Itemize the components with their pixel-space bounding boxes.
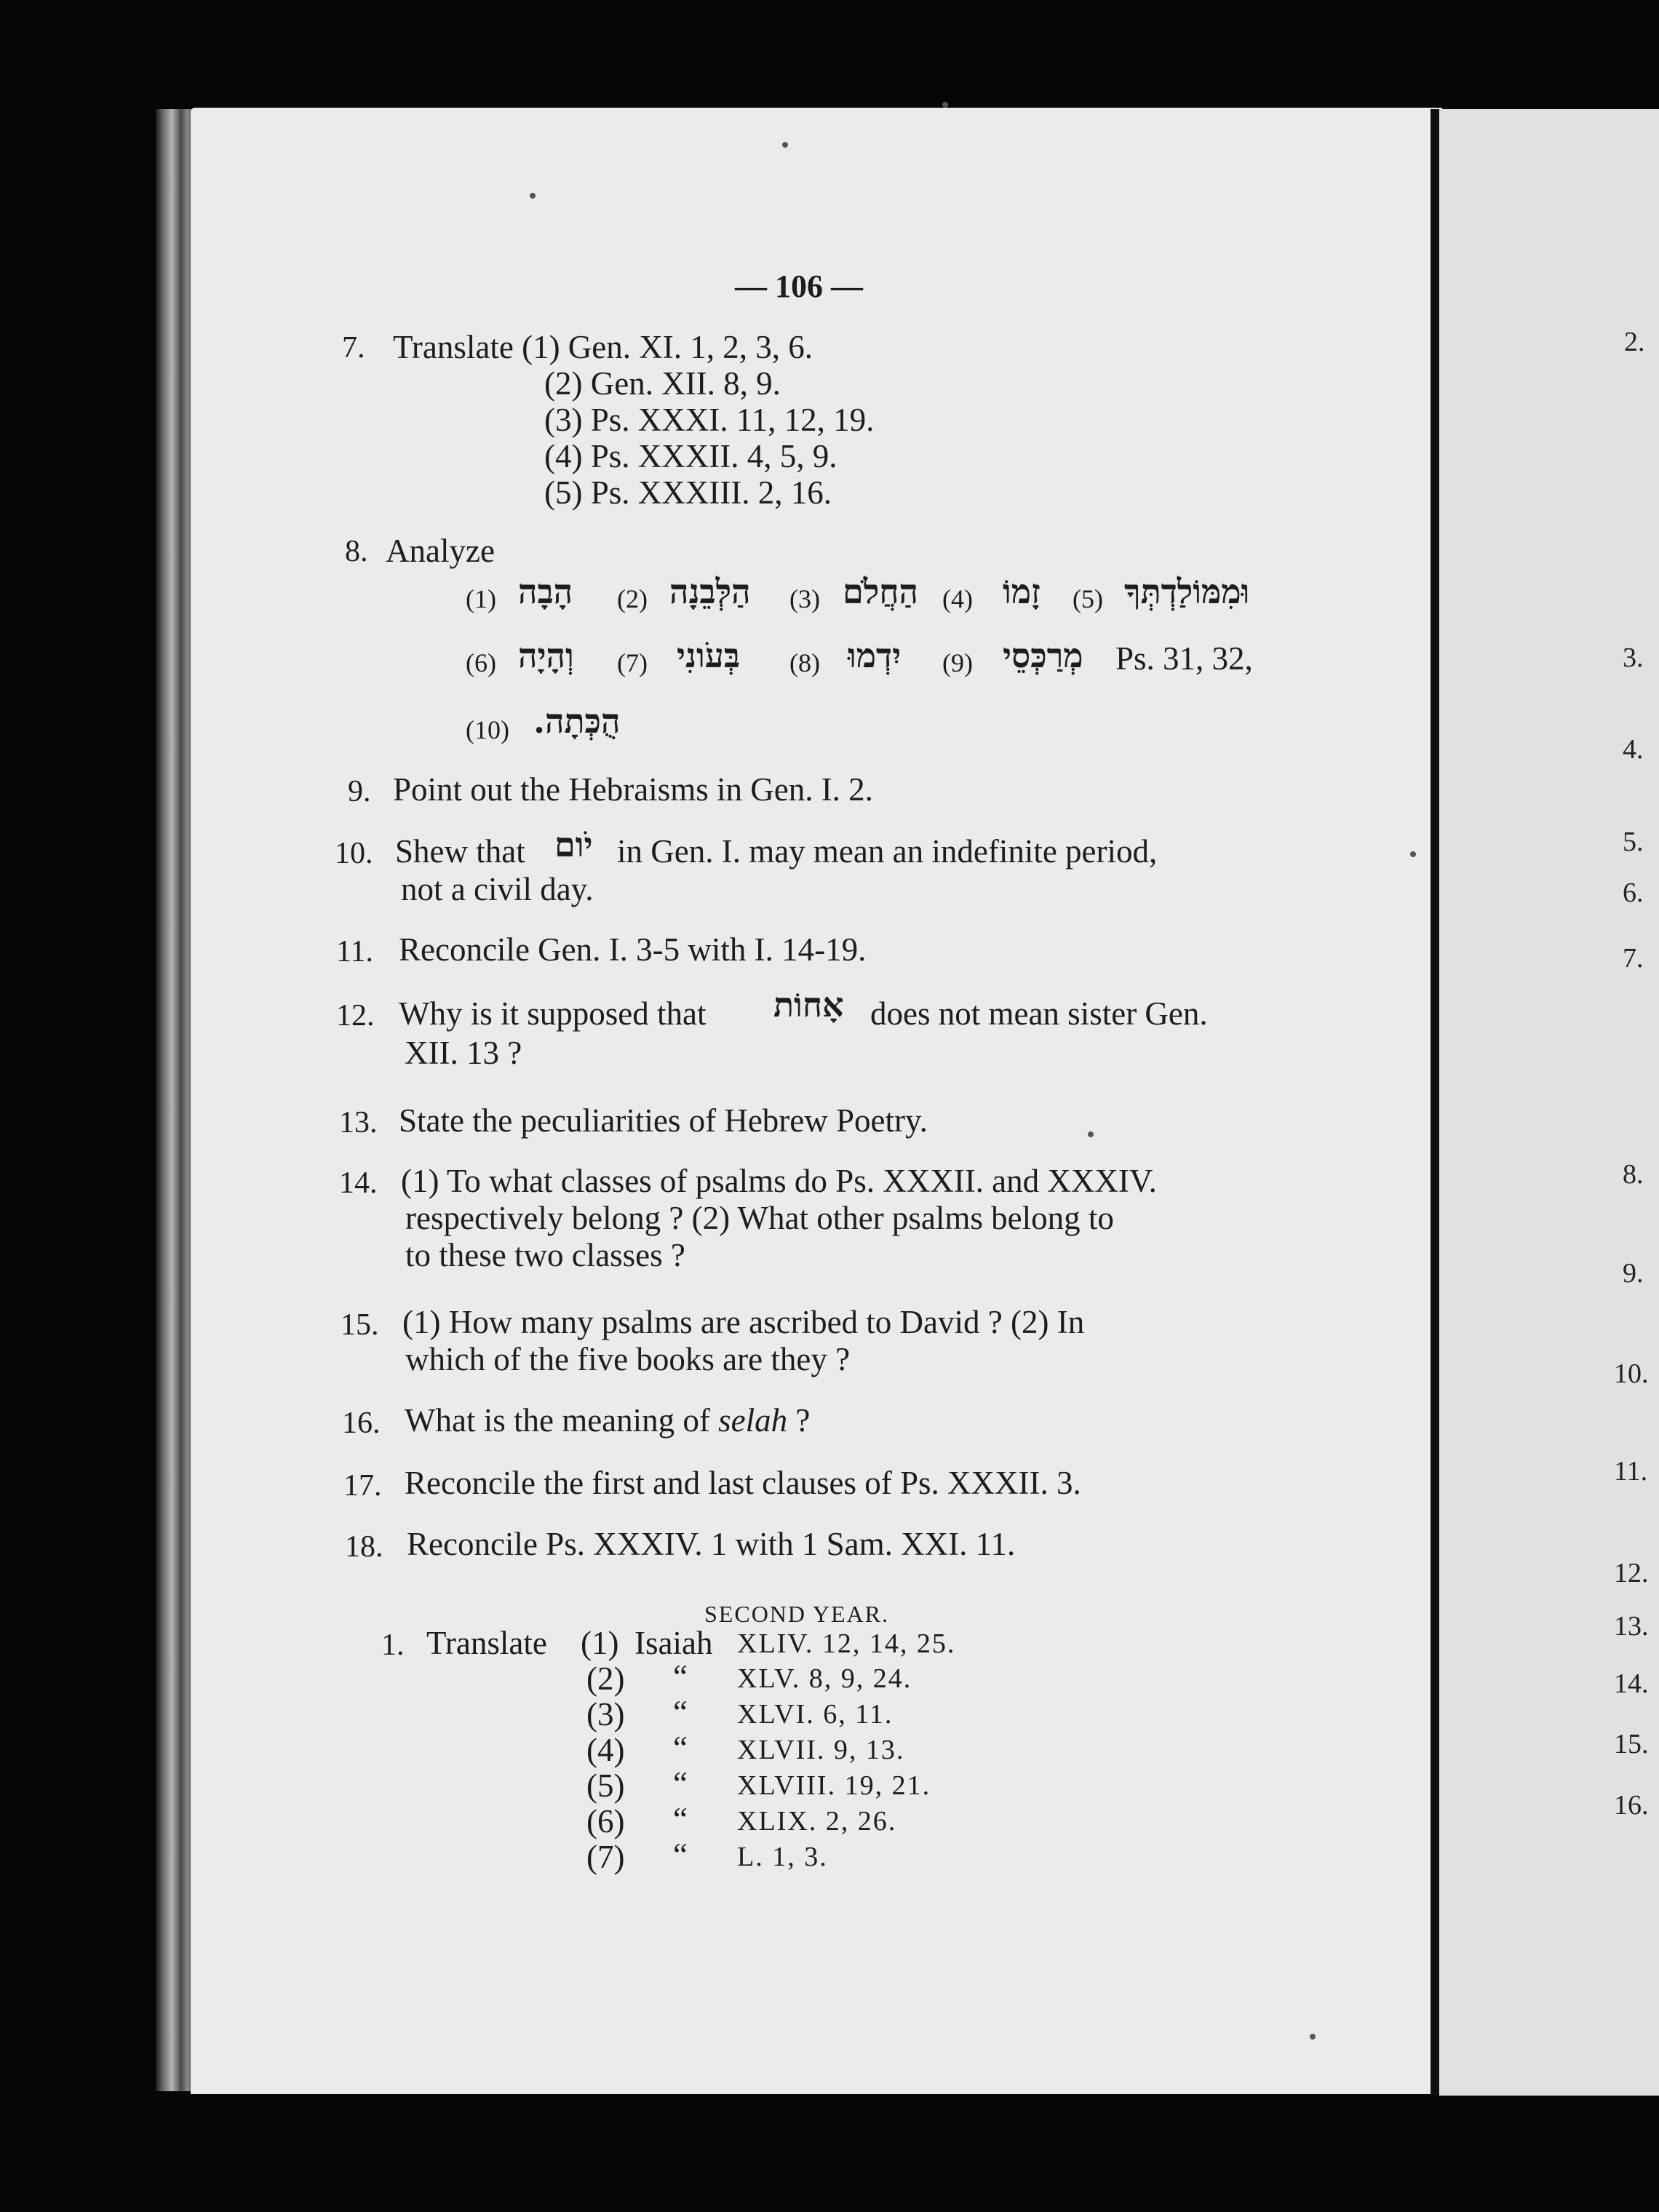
hebrew-word: אָחוֹת: [773, 985, 844, 1025]
chapter-reference: XLIX. 2, 26.: [737, 1806, 897, 1837]
facing-page-number: 11.: [1614, 1456, 1648, 1487]
item-marker: (3): [586, 1696, 625, 1732]
item-marker: (4): [586, 1732, 625, 1768]
hebrew-word: בְּעֹונִי: [677, 636, 740, 675]
ink-speck: [1410, 851, 1416, 857]
question-number: 8.: [345, 535, 368, 568]
question-text: not a civil day.: [401, 871, 594, 907]
hebrew-word: הָבָה: [518, 572, 573, 611]
hebrew-word: הַלְּבֵנָה: [669, 572, 751, 611]
question-text-part: What is the meaning of: [405, 1402, 710, 1439]
question-text-part: ?: [795, 1402, 811, 1439]
item-marker: (9): [942, 648, 973, 677]
facing-page-number: 12.: [1614, 1558, 1649, 1588]
ditto-mark: “: [673, 1694, 688, 1730]
item-marker: (6): [466, 648, 496, 677]
question-number: 15.: [341, 1308, 379, 1342]
hebrew-word: מְרַכְּסֵי: [1003, 636, 1083, 675]
item-marker: (1): [466, 584, 496, 613]
question-text: Translate: [426, 1625, 547, 1661]
ditto-mark: “: [673, 1801, 688, 1837]
question-text: State the peculiarities of Hebrew Poetry.: [399, 1102, 928, 1139]
hebrew-word: הֻכְּתָה.: [533, 701, 621, 741]
chapter-reference: XLVI. 6, 11.: [737, 1699, 894, 1730]
ditto-mark: “: [673, 1730, 688, 1766]
question-text: [405, 1404, 810, 1437]
question-number: 7.: [342, 331, 365, 365]
section-heading: SECOND YEAR.: [704, 1601, 889, 1627]
page-gutter: [1431, 109, 1439, 2096]
question-number: 1.: [381, 1628, 405, 1662]
facing-page-number: 13.: [1614, 1611, 1649, 1642]
hebrew-word: יִדְמוּ: [848, 636, 902, 675]
chapter-reference: XLIV. 12, 14, 25.: [737, 1628, 956, 1659]
question-number: 10.: [335, 837, 373, 870]
question-text: XII. 13 ?: [405, 1035, 522, 1071]
question-text: Reconcile the first and last clauses of Ps. XXXII. 3.: [405, 1465, 1081, 1501]
question-text: respectively belong ? (2) What other psalms belong to: [405, 1200, 1114, 1236]
page-number: — 106 —: [735, 268, 863, 304]
facing-page-number: 4.: [1623, 734, 1644, 765]
item-marker: (7): [617, 648, 648, 677]
item-marker: (6): [586, 1803, 625, 1839]
question-text: Reconcile Ps. XXXIV. 1 with 1 Sam. XXI. 11.: [407, 1526, 1016, 1562]
italic-term: selah: [718, 1402, 788, 1439]
item-marker: (1): [581, 1625, 619, 1661]
question-number: 11.: [336, 935, 373, 968]
item-marker: (10): [466, 715, 509, 744]
hebrew-word: וּמִמּוֹלַדְתְּךָ: [1124, 572, 1250, 611]
ink-speck: [1310, 2034, 1316, 2040]
item-marker: (5): [586, 1767, 625, 1804]
facing-page-number: 9.: [1623, 1258, 1644, 1289]
question-text: (1) How many psalms are ascribed to David ? (2) In: [402, 1304, 1085, 1340]
facing-page-number: 8.: [1623, 1159, 1644, 1190]
question-text: which of the five books are they ?: [405, 1341, 851, 1377]
hebrew-word: זָמוֹ: [1003, 572, 1041, 611]
question-text: (5) Ps. XXXIII. 2, 16.: [544, 474, 832, 511]
item-marker: (2): [617, 584, 648, 613]
psalm-reference: Ps. 31, 32,: [1115, 640, 1253, 677]
question-text: Analyze: [386, 533, 495, 569]
facing-page-number: 5.: [1623, 827, 1644, 857]
question-text: in Gen. I. may mean an indefinite period,: [617, 833, 1158, 870]
ink-speck: [942, 102, 948, 108]
facing-page-number: 14.: [1614, 1668, 1649, 1699]
question-number: 14.: [339, 1166, 378, 1200]
facing-page-number: 6.: [1623, 878, 1644, 908]
question-text: Reconcile Gen. I. 3-5 with I. 14-19.: [399, 931, 867, 968]
facing-page-number: 16.: [1614, 1790, 1649, 1821]
facing-page-number: 3.: [1623, 642, 1644, 673]
question-text: (1) To what classes of psalms do Ps. XXXII. and XXXIV.: [401, 1163, 1157, 1199]
ditto-mark: “: [673, 1658, 688, 1695]
question-text: Translate (1) Gen. XI. 1, 2, 3, 6.: [393, 329, 813, 365]
question-text: (2) Gen. XII. 8, 9.: [544, 365, 781, 402]
ink-speck: [782, 142, 788, 148]
question-text: Point out the Hebraisms in Gen. I. 2.: [393, 771, 873, 808]
question-text: to these two classes ?: [405, 1237, 685, 1273]
item-marker: (3): [789, 584, 820, 613]
item-marker: (7): [586, 1839, 625, 1875]
ditto-mark: “: [673, 1837, 688, 1873]
book-name: Isaiah: [634, 1625, 713, 1661]
question-text: Why is it supposed that: [399, 995, 707, 1032]
item-marker: (4): [942, 584, 973, 613]
facing-page-number: 7.: [1623, 943, 1644, 974]
question-text: (3) Ps. XXXI. 11, 12, 19.: [544, 402, 875, 438]
question-number: 18.: [345, 1530, 383, 1564]
question-text: (4) Ps. XXXII. 4, 5, 9.: [544, 438, 838, 474]
question-text: Shew that: [395, 833, 525, 870]
item-marker: (5): [1073, 584, 1103, 613]
hebrew-word: יֹום: [554, 825, 593, 864]
facing-page-number: 15.: [1614, 1729, 1649, 1759]
chapter-reference: XLV. 8, 9, 24.: [737, 1663, 912, 1694]
ditto-mark: “: [673, 1765, 688, 1802]
item-marker: (8): [789, 648, 820, 677]
chapter-reference: XLVIII. 19, 21.: [737, 1770, 931, 1801]
chapter-reference: XLVII. 9, 13.: [737, 1735, 905, 1765]
chapter-reference: L. 1, 3.: [737, 1842, 828, 1872]
item-marker: (2): [586, 1660, 625, 1697]
facing-page-number: 2.: [1624, 327, 1645, 357]
question-number: 13.: [339, 1106, 378, 1139]
ink-speck: [530, 193, 536, 199]
hebrew-word: וְהָיָה: [518, 636, 574, 675]
question-text: does not mean sister Gen.: [870, 995, 1208, 1032]
question-number: 16.: [342, 1407, 381, 1440]
hebrew-word: הַחֲלֹם: [843, 572, 918, 611]
facing-page-number: 10.: [1614, 1358, 1649, 1389]
ink-speck: [1088, 1131, 1094, 1137]
question-number: 17.: [343, 1469, 382, 1503]
question-number: 9.: [348, 775, 371, 808]
question-number: 12.: [336, 999, 375, 1033]
